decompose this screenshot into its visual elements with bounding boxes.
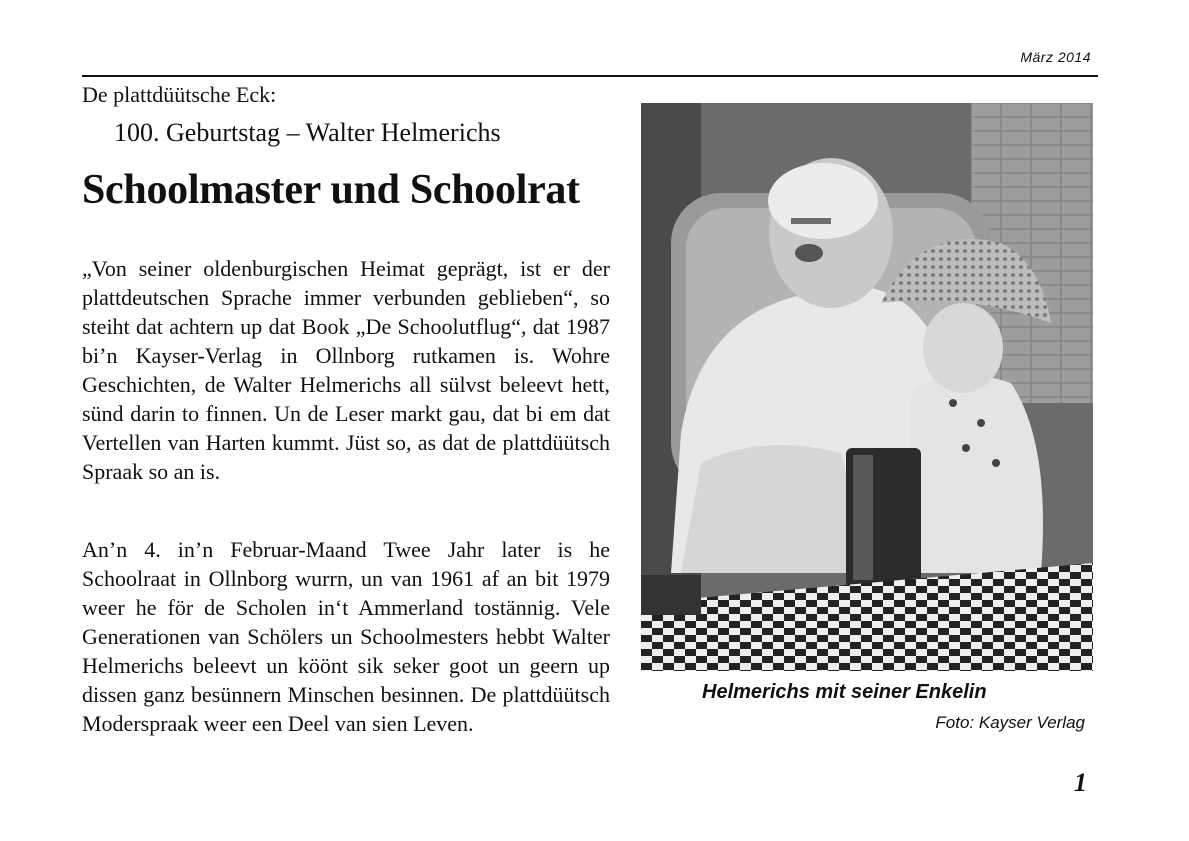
article-paragraph-2: An’n 4. in’n Februar-Maand Twee Jahr later is he Schoolraat in Ollnborg wurrn, un van 1961 af an bit 1979 weer he för de Scholen in‘t Ammerland tostännig. Vele Generationen van Schölers un Schoolmesters hebbt Walter Helmerichs beleevt un köönt sik seker goot un geern up dissen ganz besünnern Minschen besinnen. De plattdüütsch Moderspraak weer een Deel van sien Leven. <box>82 537 610 736</box>
photo-illustration <box>641 103 1093 671</box>
page-number: 1 <box>1074 768 1087 797</box>
photo-credit: Foto: Kayser Verlag <box>935 713 1085 732</box>
issue-date: März 2014 <box>1020 49 1091 65</box>
article-photo <box>641 103 1093 671</box>
header-rule <box>82 75 1098 77</box>
article-headline: Schoolmaster und Schoolrat <box>82 167 580 213</box>
column-kicker: De plattdüütsche Eck: <box>82 82 277 107</box>
article-subtitle: 100. Geburtstag – Walter Helmerichs <box>114 118 501 147</box>
photo-caption: Helmerichs mit seiner Enkelin <box>702 681 987 703</box>
article-paragraph-1: „Von seiner oldenburgischen Heimat geprägt, ist er der plattdeutschen Sprache immer verbunden geblieben“, so steiht dat achtern up dat Book „De Schoolutflug“, dat 1987 bi’n Kayser-Verlag in Ollnborg rutkamen is. Wohre Geschichten, de Walter Helmerichs all sülvst beleevt hett, sünd darin to finnen. Un de Leser markt gau, dat bi em dat Vertellen van Harten kummt. Jüst so, as dat de plattdüütsch Spraak so an is. <box>82 256 610 484</box>
